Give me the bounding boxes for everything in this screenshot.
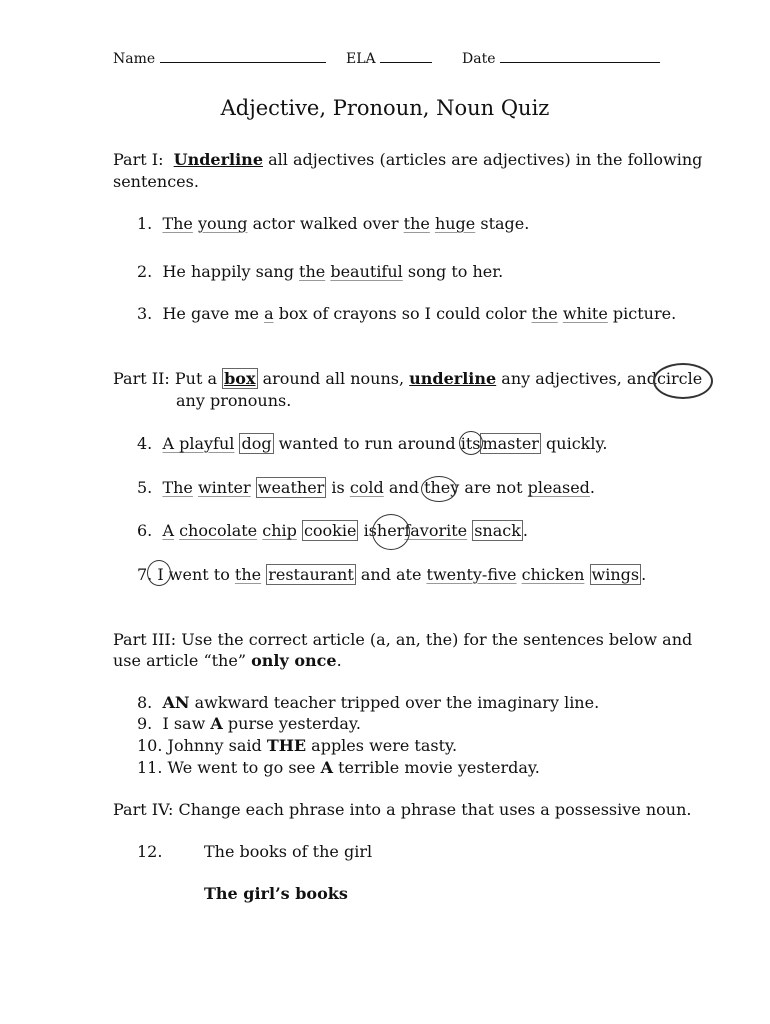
question-12-number: 12. — [137, 842, 163, 861]
page-title: Adjective, Pronoun, Noun Quiz — [220, 96, 550, 120]
part1-instructions: Part I: Underline all adjectives (articles are adjectives) in the following — [113, 150, 703, 169]
underline-keyword: Underline — [173, 150, 263, 169]
part2-instructions-line2: any pronouns. — [176, 391, 292, 410]
noun-box: master — [482, 434, 539, 453]
question-7: 7. I went to the restaurant and ate twenty-five chicken wings . — [137, 565, 646, 584]
answer-article: THE — [266, 736, 307, 755]
noun-box: cookie — [303, 521, 357, 540]
circle-keyword: circle — [657, 369, 702, 388]
header-ela-label: ELA — [346, 48, 432, 67]
answer-article: A — [210, 714, 223, 733]
pronoun-circle: I — [157, 565, 163, 584]
noun-box: restaurant — [268, 565, 354, 584]
part1-instructions-line2: sentences. — [113, 172, 199, 191]
noun-box: wings — [591, 565, 640, 584]
question-10: 10. Johnny said THE apples were tasty. — [137, 736, 458, 755]
answer-article: A — [320, 758, 333, 777]
noun-box: dog — [241, 434, 272, 453]
header-date-label: Date — [462, 48, 660, 67]
question-11: 11. We went to go see A terrible movie yesterday. — [137, 758, 540, 777]
part3-instructions: Part III: Use the correct article (a, an, the) for the sentences below and — [113, 630, 693, 649]
underline-keyword: underline — [409, 369, 497, 388]
question-8: 8. AN awkward teacher tripped over the imaginary line. — [137, 693, 600, 712]
question-6: 6. A chocolate chip cookie isher favorite snack . — [137, 521, 528, 540]
pronoun-circle: they — [424, 478, 459, 497]
answer-article: AN — [162, 693, 190, 712]
question-4: 4. A playful dog wanted to run around its master quickly. — [137, 434, 607, 453]
noun-box: weather — [257, 478, 325, 497]
box-keyword: box — [224, 369, 256, 388]
date-blank[interactable] — [500, 48, 660, 63]
question-2: 2. He happily sang the beautiful song to her. — [137, 262, 504, 281]
question-9: 9. I saw A purse yesterday. — [137, 714, 361, 733]
header-name-label: Name — [113, 48, 326, 67]
part2-instructions: Part II: Put a box around all nouns, underline any adjectives, andcircle — [113, 369, 702, 388]
part4-instructions: Part IV: Change each phrase into a phrase that uses a possessive noun. — [113, 800, 692, 819]
question-5: 5. The winter weather is cold and they are not pleased. — [137, 478, 595, 497]
part3-instructions-line2: use article “the” only once. — [113, 651, 342, 670]
pronoun-circle: its — [461, 434, 481, 453]
question-12-answer: The girl’s books — [204, 884, 348, 903]
question-1: 1. The young actor walked over the huge stage. — [137, 214, 530, 233]
question-3: 3. He gave me a box of crayons so I could color the white picture. — [137, 304, 677, 323]
question-12-phrase: The books of the girl — [204, 842, 373, 861]
noun-box: snack — [474, 521, 521, 540]
name-blank[interactable] — [160, 48, 326, 63]
pronoun-circle: her — [377, 521, 404, 540]
ela-blank[interactable] — [380, 48, 432, 63]
